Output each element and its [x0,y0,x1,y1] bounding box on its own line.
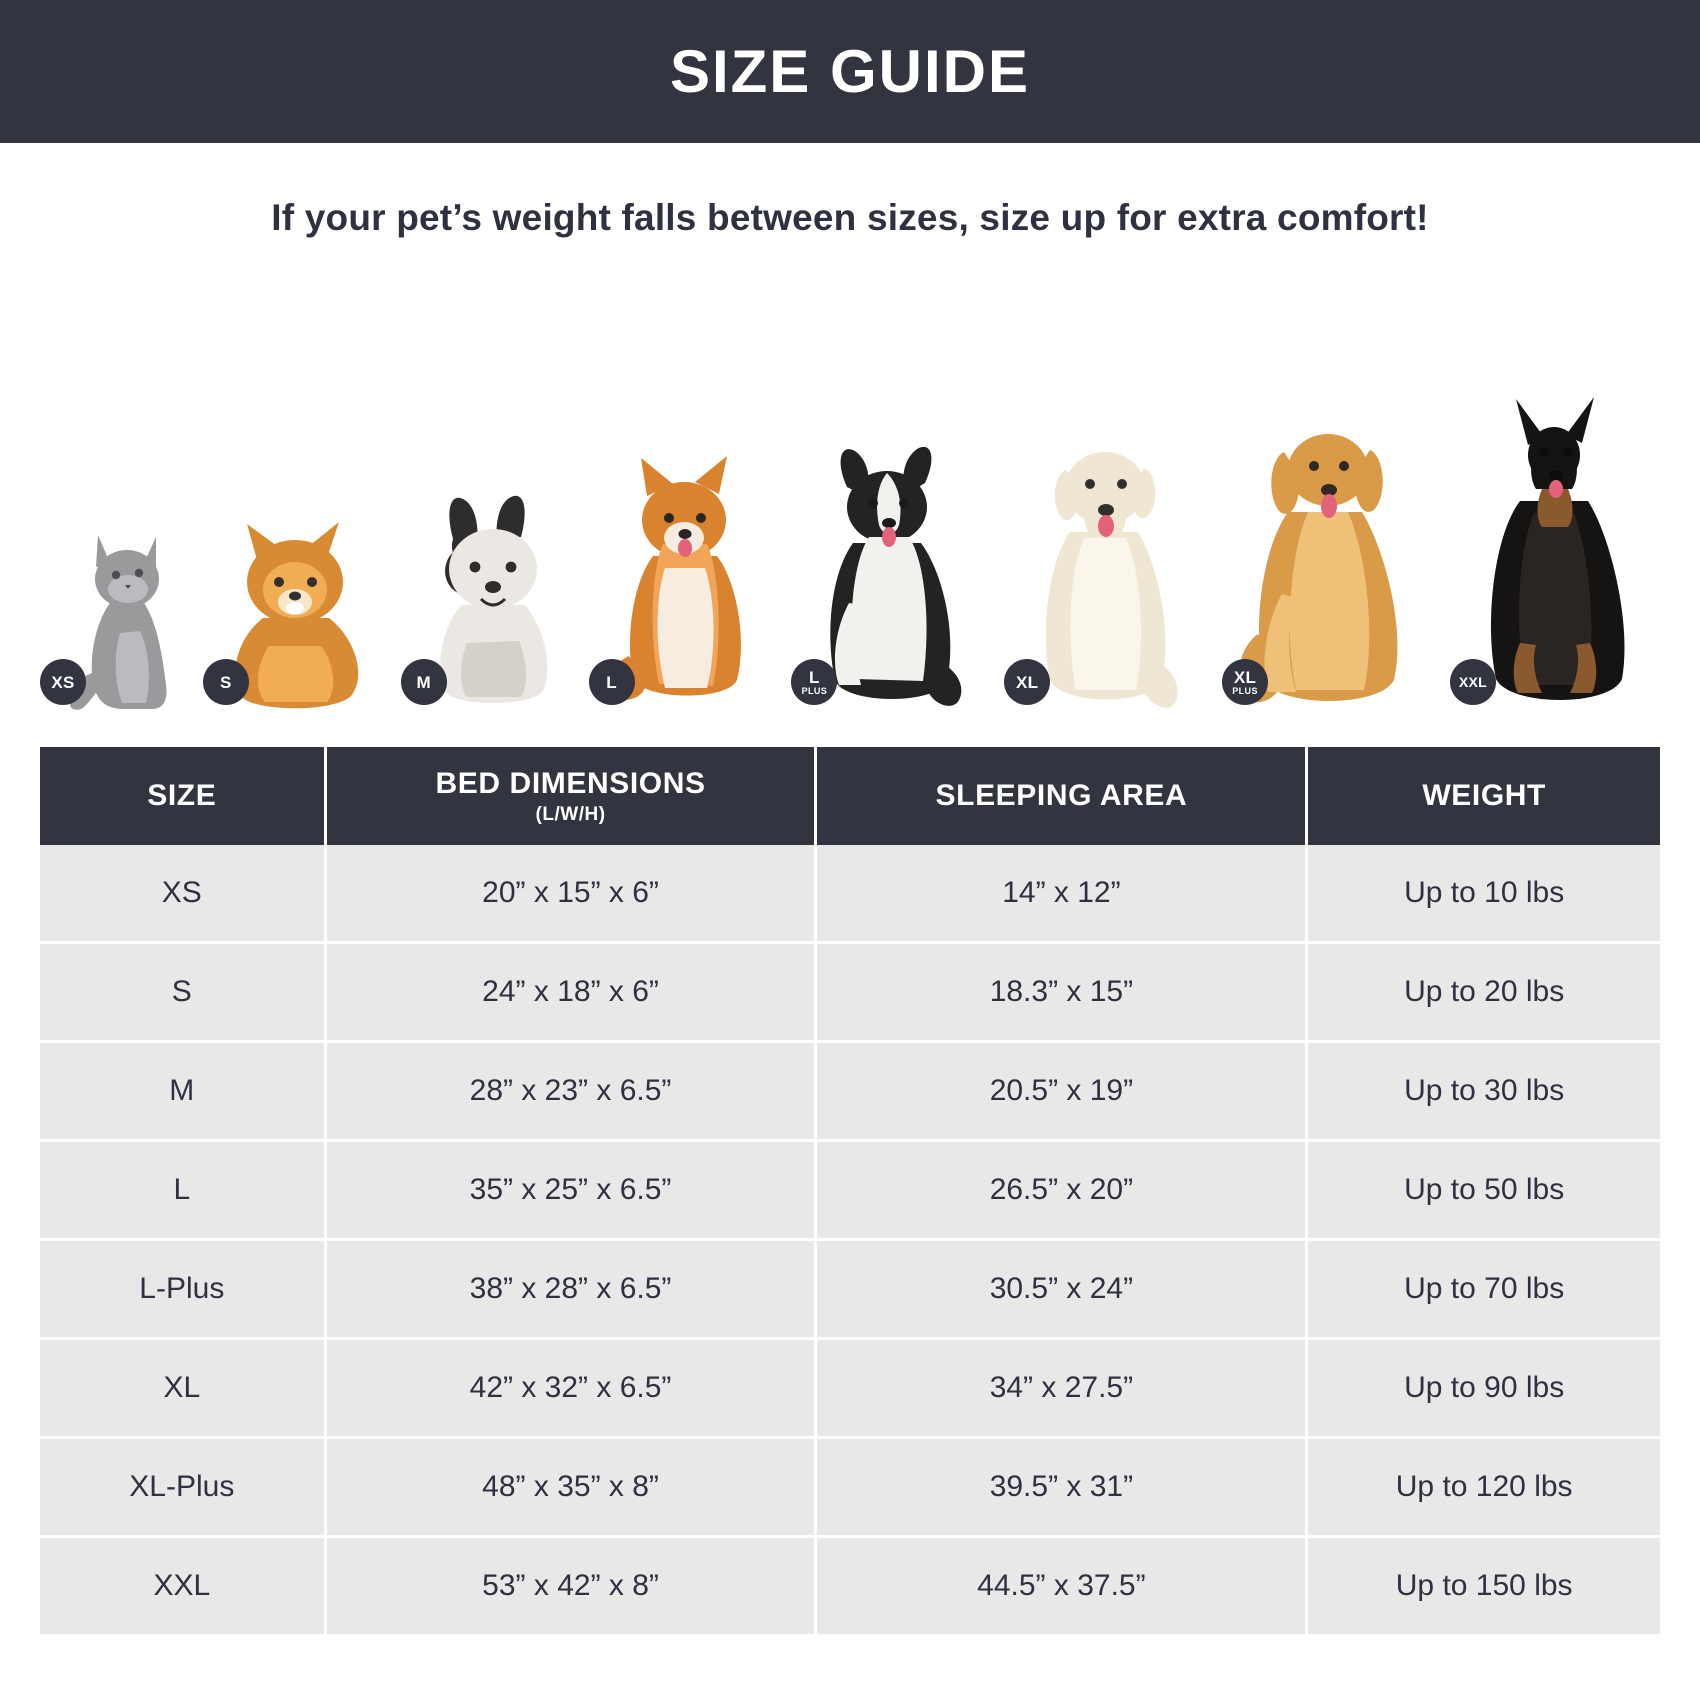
cell-sleeping-area: 39.5” x 31” [816,1438,1307,1537]
pet-figure-doberman [1450,393,1660,713]
badge-xs-label: XS [51,672,75,692]
table-row [40,1141,1660,1240]
badge-l-plus-sub: PLUS [801,685,828,696]
cell-size: XS [40,845,325,943]
table-row [40,1537,1660,1635]
cell-size: XL-Plus [40,1438,325,1537]
cell-weight: Up to 150 lbs [1307,1537,1660,1635]
badge-xxl-label: XXL [1458,674,1487,690]
cell-sleeping-area: 20.5” x 19” [816,1042,1307,1141]
cell-dimensions: 48” x 35” x 8” [325,1438,816,1537]
badge-l-plus-label: L [809,667,820,687]
cell-weight: Up to 70 lbs [1307,1240,1660,1339]
column-header-sleeping-area-label: SLEEPING AREA [935,779,1188,812]
column-header-sleeping-area [816,747,1307,845]
size-table-container [40,747,1660,1634]
pet-s [203,293,388,713]
cell-dimensions: 35” x 25” x 6.5” [325,1141,816,1240]
cell-weight: Up to 20 lbs [1307,943,1660,1042]
cell-sleeping-area: 30.5” x 24” [816,1240,1307,1339]
size-table-body [40,845,1660,1634]
cell-dimensions: 28” x 23” x 6.5” [325,1042,816,1141]
pet-l [589,293,779,713]
pet-m [401,293,576,713]
cell-sleeping-area: 18.3” x 15” [816,943,1307,1042]
subtitle-text: If your pet’s weight falls between sizes, size up for extra comfort! [271,197,1429,238]
pet-l-plus [791,293,991,713]
badge-xs [40,659,86,705]
cell-size: L [40,1141,325,1240]
table-row [40,1042,1660,1141]
pet-figure-french-bulldog [401,483,576,713]
size-table-head [40,747,1660,845]
pet-xs [40,293,190,713]
column-header-bed-dimensions [325,747,816,845]
cell-weight: Up to 120 lbs [1307,1438,1660,1537]
cell-sleeping-area: 44.5” x 37.5” [816,1537,1307,1635]
table-row [40,943,1660,1042]
cell-weight: Up to 10 lbs [1307,845,1660,943]
pet-size-illustrations [40,293,1660,713]
cell-sleeping-area: 14” x 12” [816,845,1307,943]
badge-xl-plus [1222,659,1268,705]
pet-figure-labrador [1004,418,1209,713]
cell-dimensions: 20” x 15” x 6” [325,845,816,943]
table-row [40,845,1660,943]
cell-weight: Up to 30 lbs [1307,1042,1660,1141]
cell-size: L-Plus [40,1240,325,1339]
pet-xxl [1450,293,1660,713]
badge-xl-plus-sub: PLUS [1232,685,1258,696]
cell-dimensions: 53” x 42” x 8” [325,1537,816,1635]
page-title: SIZE GUIDE [669,37,1031,105]
badge-m [401,659,447,705]
column-header-weight [1307,747,1660,845]
subtitle-section [0,143,1700,293]
column-header-size-label: SIZE [147,779,217,812]
pet-figure-cat-grey [40,523,190,713]
cell-dimensions: 24” x 18” x 6” [325,943,816,1042]
table-row [40,1438,1660,1537]
cell-dimensions: 38” x 28” x 6.5” [325,1240,816,1339]
table-row [40,1240,1660,1339]
cell-weight: Up to 50 lbs [1307,1141,1660,1240]
badge-m-label: M [416,672,431,692]
pet-xl-plus [1222,293,1437,713]
cell-size: XXL [40,1537,325,1635]
column-header-weight-label: WEIGHT [1422,779,1546,812]
column-header-bed-dimensions-sub: (L/W/H) [535,803,606,825]
pet-figure-border-collie [791,433,991,713]
cell-dimensions: 42” x 32” x 6.5” [325,1339,816,1438]
cell-size: M [40,1042,325,1141]
badge-xl-plus-label: XL [1233,667,1257,687]
pet-figure-pomeranian [203,498,388,713]
pet-figure-shiba-inu [589,448,779,713]
header-banner [0,0,1700,143]
cell-weight: Up to 90 lbs [1307,1339,1660,1438]
badge-xxl [1450,659,1496,705]
badge-l-label: L [606,672,617,692]
cell-size: XL [40,1339,325,1438]
size-table [40,747,1660,1634]
table-row [40,1339,1660,1438]
badge-s [203,659,249,705]
cell-sleeping-area: 34” x 27.5” [816,1339,1307,1438]
badge-s-label: S [220,672,232,692]
badge-xl-label: XL [1016,672,1039,692]
pet-xl [1004,293,1209,713]
pet-figure-golden-retriever [1222,408,1437,713]
column-header-bed-dimensions-label: BED DIMENSIONS [435,766,706,800]
badge-xl [1004,659,1050,705]
column-header-size [40,747,325,845]
cell-size: S [40,943,325,1042]
cell-sleeping-area: 26.5” x 20” [816,1141,1307,1240]
table-header-row [40,747,1660,845]
badge-l [589,659,635,705]
